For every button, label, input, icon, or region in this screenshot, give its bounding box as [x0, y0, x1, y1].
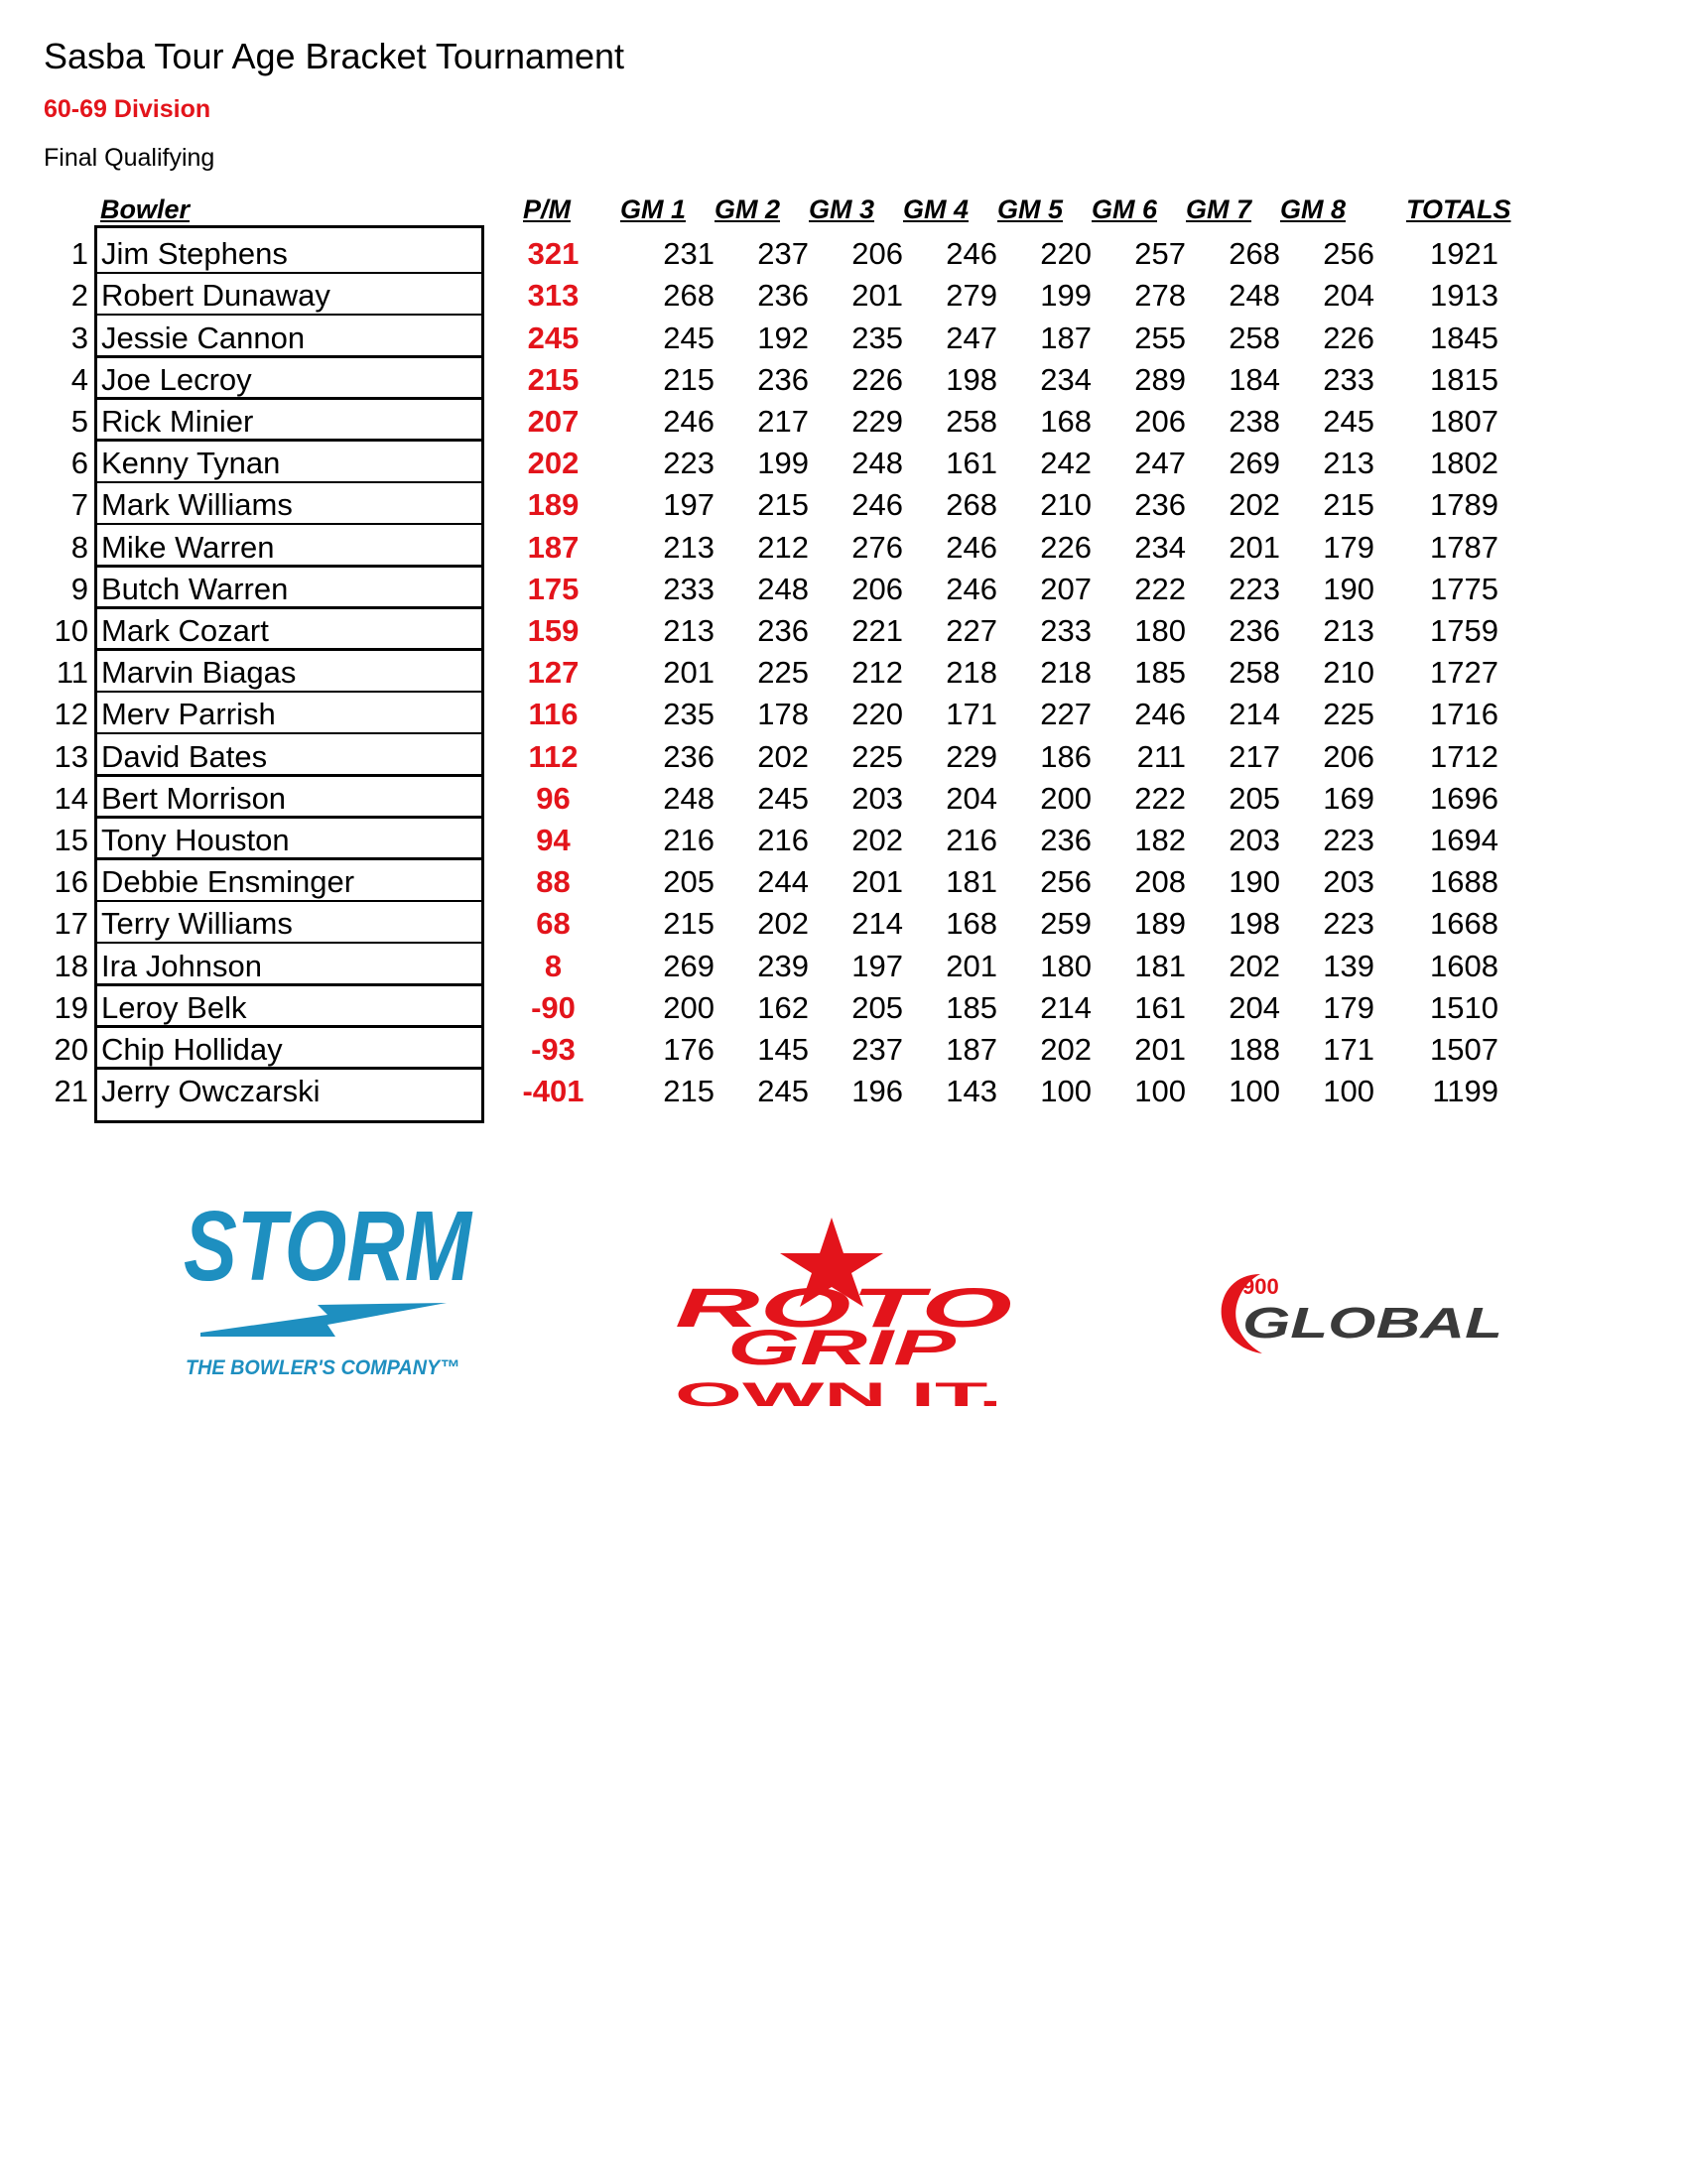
game-score-cell: 179 [1323, 529, 1374, 565]
game-score-cell: 213 [1323, 612, 1374, 648]
game-score-cell: 100 [1229, 1074, 1280, 1109]
total-cell: 1688 [1430, 864, 1498, 900]
game-score-cell: 185 [1134, 655, 1186, 691]
game-score-cell: 216 [757, 822, 809, 857]
game-score-cell: 139 [1323, 948, 1374, 983]
900-global-logo [1201, 1260, 1518, 1369]
game-score-cell: 204 [1323, 278, 1374, 314]
game-score-cell: 237 [757, 236, 809, 272]
game-score-cell: 199 [1040, 278, 1092, 314]
pm-cell: 159 [527, 612, 580, 648]
pm-cell: 215 [527, 361, 580, 397]
game-score-cell: 181 [1134, 948, 1186, 983]
game-score-cell: 236 [757, 278, 809, 314]
column-header-pm: P/M [523, 194, 572, 224]
game-score-cell: 231 [663, 236, 714, 272]
column-header-gm1: GM 1 [620, 194, 687, 224]
game-score-cell: 212 [757, 529, 809, 565]
rank-cell: 17 [54, 906, 88, 942]
game-score-cell: 256 [1040, 864, 1092, 900]
table-row [0, 693, 1688, 734]
pm-cell: 88 [536, 864, 571, 900]
game-score-cell: 255 [1134, 320, 1186, 355]
column-header-gm4: GM 4 [903, 194, 970, 224]
game-score-cell: 212 [851, 655, 903, 691]
game-score-cell: 245 [757, 1074, 809, 1109]
game-score-cell: 143 [946, 1074, 997, 1109]
game-score-cell: 181 [946, 864, 997, 900]
total-cell: 1815 [1430, 361, 1498, 397]
game-score-cell: 210 [1040, 487, 1092, 523]
column-header-gm8: GM 8 [1280, 194, 1347, 224]
table-row [0, 609, 1688, 651]
game-score-cell: 236 [757, 361, 809, 397]
bowler-name-cell: Debbie Ensminger [101, 864, 355, 900]
bowler-name-cell: Terry Williams [101, 906, 293, 942]
game-score-cell: 197 [851, 948, 903, 983]
game-score-cell: 248 [851, 446, 903, 481]
total-cell: 1913 [1430, 278, 1498, 314]
total-cell: 1199 [1432, 1074, 1498, 1109]
bowler-name-cell: Ira Johnson [101, 948, 262, 983]
game-score-cell: 205 [851, 989, 903, 1025]
bowler-name-cell: Joe Lecroy [101, 361, 252, 397]
game-score-cell: 248 [1229, 278, 1280, 314]
game-score-cell: 206 [1323, 738, 1374, 774]
game-score-cell: 256 [1323, 236, 1374, 272]
total-cell: 1716 [1430, 697, 1498, 732]
table-row [0, 860, 1688, 902]
game-score-cell: 202 [1229, 487, 1280, 523]
pm-cell: 175 [527, 571, 580, 606]
bowler-name-cell: Tony Houston [101, 822, 290, 857]
total-cell: 1759 [1430, 612, 1498, 648]
table-row [0, 986, 1688, 1028]
table-row [0, 651, 1688, 693]
rank-cell: 15 [54, 822, 88, 857]
table-row [0, 734, 1688, 776]
bowler-name-cell: Chip Holliday [101, 1031, 283, 1067]
bowler-name-cell: Bert Morrison [101, 780, 287, 816]
total-cell: 1668 [1430, 906, 1498, 942]
pm-cell: 68 [536, 906, 571, 942]
pm-cell: 94 [536, 822, 571, 857]
table-row [0, 232, 1688, 274]
table-row [0, 442, 1688, 483]
column-header-gm6: GM 6 [1092, 194, 1158, 224]
table-row [0, 777, 1688, 819]
game-score-cell: 201 [1229, 529, 1280, 565]
game-score-cell: 168 [946, 906, 997, 942]
own-it-text: OWN IT. [675, 1376, 1002, 1414]
game-score-cell: 217 [757, 403, 809, 439]
game-score-cell: 201 [1134, 1031, 1186, 1067]
column-header-totals: TOTALS [1406, 194, 1511, 224]
rank-cell: 2 [70, 278, 88, 314]
game-score-cell: 216 [663, 822, 714, 857]
game-score-cell: 223 [1323, 822, 1374, 857]
game-score-cell: 168 [1040, 403, 1092, 439]
bowler-name-cell: Merv Parrish [101, 697, 276, 732]
pm-cell: 321 [527, 236, 580, 272]
rank-cell: 6 [70, 446, 88, 481]
bowler-name-cell: Leroy Belk [101, 989, 247, 1025]
game-score-cell: 204 [946, 780, 997, 816]
game-score-cell: 201 [851, 864, 903, 900]
column-header-gm3: GM 3 [809, 194, 875, 224]
bowler-name-cell: Mark Williams [101, 487, 293, 523]
game-score-cell: 180 [1040, 948, 1092, 983]
rank-cell: 14 [54, 780, 88, 816]
rank-cell: 3 [70, 320, 88, 355]
game-score-cell: 214 [851, 906, 903, 942]
table-row [0, 525, 1688, 567]
game-score-cell: 203 [1323, 864, 1374, 900]
storm-tagline: THE BOWLER'S COMPANY™ [186, 1356, 459, 1379]
total-cell: 1787 [1430, 529, 1498, 565]
total-cell: 1845 [1430, 320, 1498, 355]
game-score-cell: 248 [663, 780, 714, 816]
subtitle-label: Final Qualifying [44, 144, 215, 172]
total-cell: 1696 [1430, 780, 1498, 816]
game-score-cell: 229 [851, 403, 903, 439]
game-score-cell: 215 [663, 906, 714, 942]
game-score-cell: 162 [757, 989, 809, 1025]
game-score-cell: 234 [1040, 361, 1092, 397]
rank-cell: 7 [70, 487, 88, 523]
game-score-cell: 180 [1134, 612, 1186, 648]
game-score-cell: 220 [851, 697, 903, 732]
bowler-name-cell: Butch Warren [101, 571, 289, 606]
rank-cell: 11 [56, 655, 88, 691]
game-score-cell: 211 [1136, 738, 1186, 774]
pm-cell: 8 [544, 948, 563, 983]
game-score-cell: 235 [663, 697, 714, 732]
game-score-cell: 225 [1323, 697, 1374, 732]
table-row [0, 902, 1688, 944]
game-score-cell: 206 [851, 571, 903, 606]
game-score-cell: 269 [663, 948, 714, 983]
game-score-cell: 190 [1323, 571, 1374, 606]
game-score-cell: 222 [1134, 780, 1186, 816]
pm-cell: 96 [536, 780, 571, 816]
game-score-cell: 236 [1229, 612, 1280, 648]
pm-cell: -401 [522, 1074, 584, 1109]
table-row [0, 1028, 1688, 1070]
game-score-cell: 196 [851, 1074, 903, 1109]
bowler-name-cell: Kenny Tynan [101, 446, 281, 481]
game-score-cell: 205 [663, 864, 714, 900]
storm-logo [179, 1186, 476, 1384]
rank-cell: 20 [54, 1031, 88, 1067]
game-score-cell: 186 [1040, 738, 1092, 774]
game-score-cell: 100 [1040, 1074, 1092, 1109]
game-score-cell: 289 [1134, 361, 1186, 397]
bowler-name-cell: Mark Cozart [101, 612, 269, 648]
total-cell: 1712 [1430, 738, 1498, 774]
total-cell: 1608 [1430, 948, 1498, 983]
game-score-cell: 236 [663, 738, 714, 774]
game-score-cell: 178 [757, 697, 809, 732]
game-score-cell: 268 [663, 278, 714, 314]
game-score-cell: 215 [757, 487, 809, 523]
game-score-cell: 202 [1040, 1031, 1092, 1067]
game-score-cell: 206 [1134, 403, 1186, 439]
game-score-cell: 207 [1040, 571, 1092, 606]
game-score-cell: 278 [1134, 278, 1186, 314]
game-score-cell: 184 [1229, 361, 1280, 397]
game-score-cell: 217 [1229, 738, 1280, 774]
game-score-cell: 203 [1229, 822, 1280, 857]
pm-cell: 127 [527, 655, 580, 691]
game-score-cell: 236 [757, 612, 809, 648]
bowler-name-cell: Mike Warren [101, 529, 275, 565]
game-score-cell: 225 [851, 738, 903, 774]
rank-cell: 4 [70, 361, 88, 397]
game-score-cell: 190 [1229, 864, 1280, 900]
game-score-cell: 238 [1229, 403, 1280, 439]
pm-cell: 189 [527, 487, 580, 523]
column-header-gm2: GM 2 [714, 194, 781, 224]
game-score-cell: 169 [1323, 780, 1374, 816]
game-score-cell: 233 [663, 571, 714, 606]
game-score-cell: 276 [851, 529, 903, 565]
pm-cell: 187 [527, 529, 580, 565]
game-score-cell: 215 [1323, 487, 1374, 523]
game-score-cell: 202 [1229, 948, 1280, 983]
game-score-cell: 100 [1323, 1074, 1374, 1109]
game-score-cell: 188 [1229, 1031, 1280, 1067]
game-score-cell: 233 [1040, 612, 1092, 648]
pm-cell: 313 [527, 278, 580, 314]
table-row [0, 944, 1688, 985]
pm-cell: 116 [528, 697, 579, 732]
game-score-cell: 216 [946, 822, 997, 857]
game-score-cell: 221 [851, 612, 903, 648]
game-score-cell: 187 [1040, 320, 1092, 355]
total-cell: 1789 [1430, 487, 1498, 523]
rank-cell: 18 [54, 948, 88, 983]
table-row [0, 483, 1688, 525]
game-score-cell: 222 [1134, 571, 1186, 606]
game-score-cell: 258 [1229, 320, 1280, 355]
bowler-name-cell: Jim Stephens [101, 236, 288, 272]
game-score-cell: 182 [1134, 822, 1186, 857]
roto-text: ROTO [675, 1276, 1012, 1339]
game-score-cell: 202 [757, 738, 809, 774]
game-score-cell: 234 [1134, 529, 1186, 565]
total-cell: 1694 [1430, 822, 1498, 857]
column-header-bowler: Bowler [100, 194, 191, 224]
total-cell: 1802 [1430, 446, 1498, 481]
game-score-cell: 246 [1134, 697, 1186, 732]
game-score-cell: 236 [1040, 822, 1092, 857]
game-score-cell: 218 [1040, 655, 1092, 691]
game-score-cell: 246 [851, 487, 903, 523]
game-score-cell: 176 [663, 1031, 714, 1067]
game-score-cell: 201 [946, 948, 997, 983]
game-score-cell: 208 [1134, 864, 1186, 900]
bowler-name-cell: Jessie Cannon [101, 320, 306, 355]
game-score-cell: 235 [851, 320, 903, 355]
game-score-cell: 247 [946, 320, 997, 355]
table-row [0, 274, 1688, 316]
game-score-cell: 200 [663, 989, 714, 1025]
column-header-gm7: GM 7 [1186, 194, 1252, 224]
bowler-name-cell: David Bates [101, 738, 268, 774]
game-score-cell: 245 [757, 780, 809, 816]
total-cell: 1775 [1430, 571, 1498, 606]
game-score-cell: 200 [1040, 780, 1092, 816]
division-label: 60-69 Division [44, 95, 211, 123]
game-score-cell: 215 [663, 361, 714, 397]
game-score-cell: 226 [1323, 320, 1374, 355]
game-score-cell: 246 [663, 403, 714, 439]
bowler-name-cell: Jerry Owczarski [101, 1074, 321, 1109]
game-score-cell: 205 [1229, 780, 1280, 816]
game-score-cell: 229 [946, 738, 997, 774]
game-score-cell: 268 [1229, 236, 1280, 272]
game-score-cell: 192 [757, 320, 809, 355]
game-score-cell: 227 [946, 612, 997, 648]
game-score-cell: 198 [1229, 906, 1280, 942]
total-cell: 1727 [1430, 655, 1498, 691]
game-score-cell: 206 [851, 236, 903, 272]
game-score-cell: 223 [1323, 906, 1374, 942]
table-row [0, 1070, 1688, 1111]
storm-wordmark: STORM [184, 1191, 474, 1302]
game-score-cell: 258 [946, 403, 997, 439]
game-score-cell: 242 [1040, 446, 1092, 481]
game-score-cell: 198 [946, 361, 997, 397]
game-score-cell: 226 [851, 361, 903, 397]
game-score-cell: 203 [851, 780, 903, 816]
rank-cell: 21 [54, 1074, 88, 1109]
game-score-cell: 214 [1040, 989, 1092, 1025]
total-cell: 1510 [1430, 989, 1498, 1025]
game-score-cell: 145 [757, 1031, 809, 1067]
table-row [0, 819, 1688, 860]
game-score-cell: 197 [663, 487, 714, 523]
game-score-cell: 171 [946, 697, 997, 732]
game-score-cell: 246 [946, 529, 997, 565]
game-score-cell: 245 [1323, 403, 1374, 439]
table-row [0, 358, 1688, 400]
pm-cell: 112 [528, 738, 579, 774]
lightning-bolt-icon [200, 1303, 447, 1337]
game-score-cell: 227 [1040, 697, 1092, 732]
game-score-cell: 213 [1323, 446, 1374, 481]
game-score-cell: 225 [757, 655, 809, 691]
game-score-cell: 161 [946, 446, 997, 481]
bowler-name-cell: Marvin Biagas [101, 655, 297, 691]
game-score-cell: 268 [946, 487, 997, 523]
pm-cell: -93 [531, 1031, 576, 1067]
game-score-cell: 246 [946, 236, 997, 272]
game-score-cell: 189 [1134, 906, 1186, 942]
game-score-cell: 258 [1229, 655, 1280, 691]
table-row [0, 316, 1688, 357]
column-header-gm5: GM 5 [997, 194, 1064, 224]
table-row [0, 400, 1688, 442]
pm-cell: -90 [531, 989, 576, 1025]
game-score-cell: 202 [757, 906, 809, 942]
game-score-cell: 218 [946, 655, 997, 691]
bowler-name-cell: Rick Minier [101, 403, 254, 439]
game-score-cell: 201 [663, 655, 714, 691]
game-score-cell: 245 [663, 320, 714, 355]
game-score-cell: 213 [663, 612, 714, 648]
game-score-cell: 239 [757, 948, 809, 983]
game-score-cell: 213 [663, 529, 714, 565]
game-score-cell: 247 [1134, 446, 1186, 481]
rank-cell: 8 [70, 529, 88, 565]
game-score-cell: 220 [1040, 236, 1092, 272]
game-score-cell: 210 [1323, 655, 1374, 691]
total-cell: 1921 [1430, 236, 1498, 272]
page-title: Sasba Tour Age Bracket Tournament [44, 36, 625, 76]
game-score-cell: 179 [1323, 989, 1374, 1025]
table-row [0, 568, 1688, 609]
pm-cell: 245 [527, 320, 580, 355]
rank-cell: 10 [54, 612, 88, 648]
game-score-cell: 171 [1323, 1031, 1374, 1067]
rank-cell: 9 [70, 571, 88, 606]
game-score-cell: 187 [946, 1031, 997, 1067]
game-score-cell: 236 [1134, 487, 1186, 523]
game-score-cell: 185 [946, 989, 997, 1025]
rank-cell: 16 [54, 864, 88, 900]
pm-cell: 207 [527, 403, 580, 439]
game-score-cell: 202 [851, 822, 903, 857]
game-score-cell: 204 [1229, 989, 1280, 1025]
global-wordmark: GLOBAL [1242, 1299, 1502, 1348]
game-score-cell: 226 [1040, 529, 1092, 565]
game-score-cell: 244 [757, 864, 809, 900]
rank-cell: 19 [54, 989, 88, 1025]
bowler-name-cell: Robert Dunaway [101, 278, 330, 314]
game-score-cell: 199 [757, 446, 809, 481]
game-score-cell: 248 [757, 571, 809, 606]
game-score-cell: 215 [663, 1074, 714, 1109]
game-score-cell: 237 [851, 1031, 903, 1067]
rank-cell: 12 [54, 697, 88, 732]
game-score-cell: 223 [663, 446, 714, 481]
total-cell: 1807 [1430, 403, 1498, 439]
game-score-cell: 279 [946, 278, 997, 314]
game-score-cell: 214 [1229, 697, 1280, 732]
game-score-cell: 257 [1134, 236, 1186, 272]
game-score-cell: 100 [1134, 1074, 1186, 1109]
rank-cell: 13 [54, 738, 88, 774]
rank-cell: 1 [70, 236, 88, 272]
total-cell: 1507 [1430, 1031, 1498, 1067]
game-score-cell: 223 [1229, 571, 1280, 606]
game-score-cell: 161 [1134, 989, 1186, 1025]
game-score-cell: 233 [1323, 361, 1374, 397]
game-score-cell: 246 [946, 571, 997, 606]
roto-grip-logo [665, 1216, 1022, 1414]
grip-text: GRIP [727, 1320, 958, 1375]
game-score-cell: 269 [1229, 446, 1280, 481]
game-score-cell: 259 [1040, 906, 1092, 942]
global-900-text: 900 [1242, 1274, 1279, 1299]
rank-cell: 5 [70, 403, 88, 439]
game-score-cell: 201 [851, 278, 903, 314]
pm-cell: 202 [527, 446, 580, 481]
